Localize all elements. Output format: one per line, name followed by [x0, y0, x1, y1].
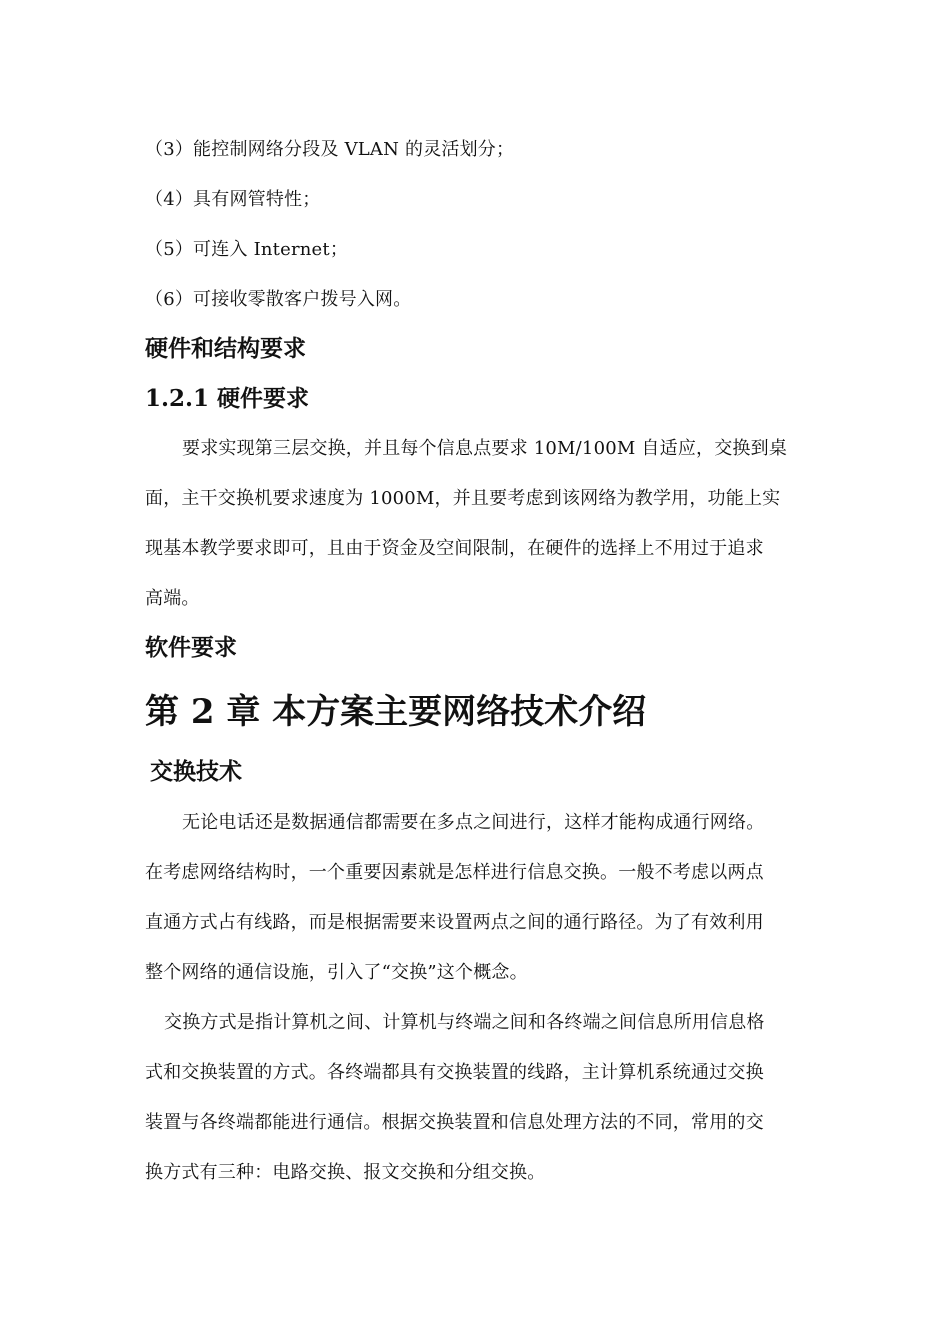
- list-item: （5）可连入 Internet；: [145, 239, 349, 260]
- paragraph-line: 在考虑网络结构时，一个重要因素就是怎样进行信息交换。一般不考虑以两点: [145, 862, 764, 883]
- list-item: （6）可接收零散客户拨号入网。: [145, 289, 412, 310]
- paragraph-line: 整个网络的通信设施，引入了“交换”这个概念。: [145, 962, 528, 983]
- subsection-heading-hardware: 1.2.1 硬件要求: [145, 385, 310, 412]
- paragraph-line: 直通方式占有线路，而是根据需要来设置两点之间的通行路径。为了有效利用: [145, 912, 764, 933]
- paragraph-line: 面，主干交换机要求速度为 1000M，并且要考虑到该网络为教学用，功能上实: [145, 488, 781, 509]
- paragraph-line: 要求实现第三层交换，并且每个信息点要求 10M/100M 自适应，交换到桌: [182, 438, 788, 459]
- paragraph-line: 式和交换装置的方式。各终端都具有交换装置的线路，主计算机系统通过交换: [145, 1062, 764, 1083]
- section-heading-hardware-structure: 硬件和结构要求: [145, 335, 306, 362]
- section-heading-software: 软件要求: [145, 634, 237, 661]
- paragraph-line: 无论电话还是数据通信都需要在多点之间进行，这样才能构成通行网络。: [182, 812, 765, 833]
- paragraph-line: 现基本教学要求即可，且由于资金及空间限制，在硬件的选择上不用过于追求: [145, 538, 764, 559]
- list-item: （4）具有网管特性；: [145, 189, 321, 210]
- paragraph-line: 装置与各终端都能进行通信。根据交换装置和信息处理方法的不同，常用的交: [145, 1112, 764, 1133]
- chapter-title: 第 2 章 本方案主要网络技术介绍: [145, 692, 647, 732]
- paragraph-line: 高端。: [145, 588, 200, 609]
- section-heading-switching: 交换技术: [150, 758, 242, 785]
- paragraph-line: 交换方式是指计算机之间、计算机与终端之间和各终端之间信息所用信息格: [164, 1012, 765, 1033]
- paragraph-line: 换方式有三种：电路交换、报文交换和分组交换。: [145, 1162, 546, 1183]
- list-item: （3）能控制网络分段及 VLAN 的灵活划分；: [145, 139, 515, 160]
